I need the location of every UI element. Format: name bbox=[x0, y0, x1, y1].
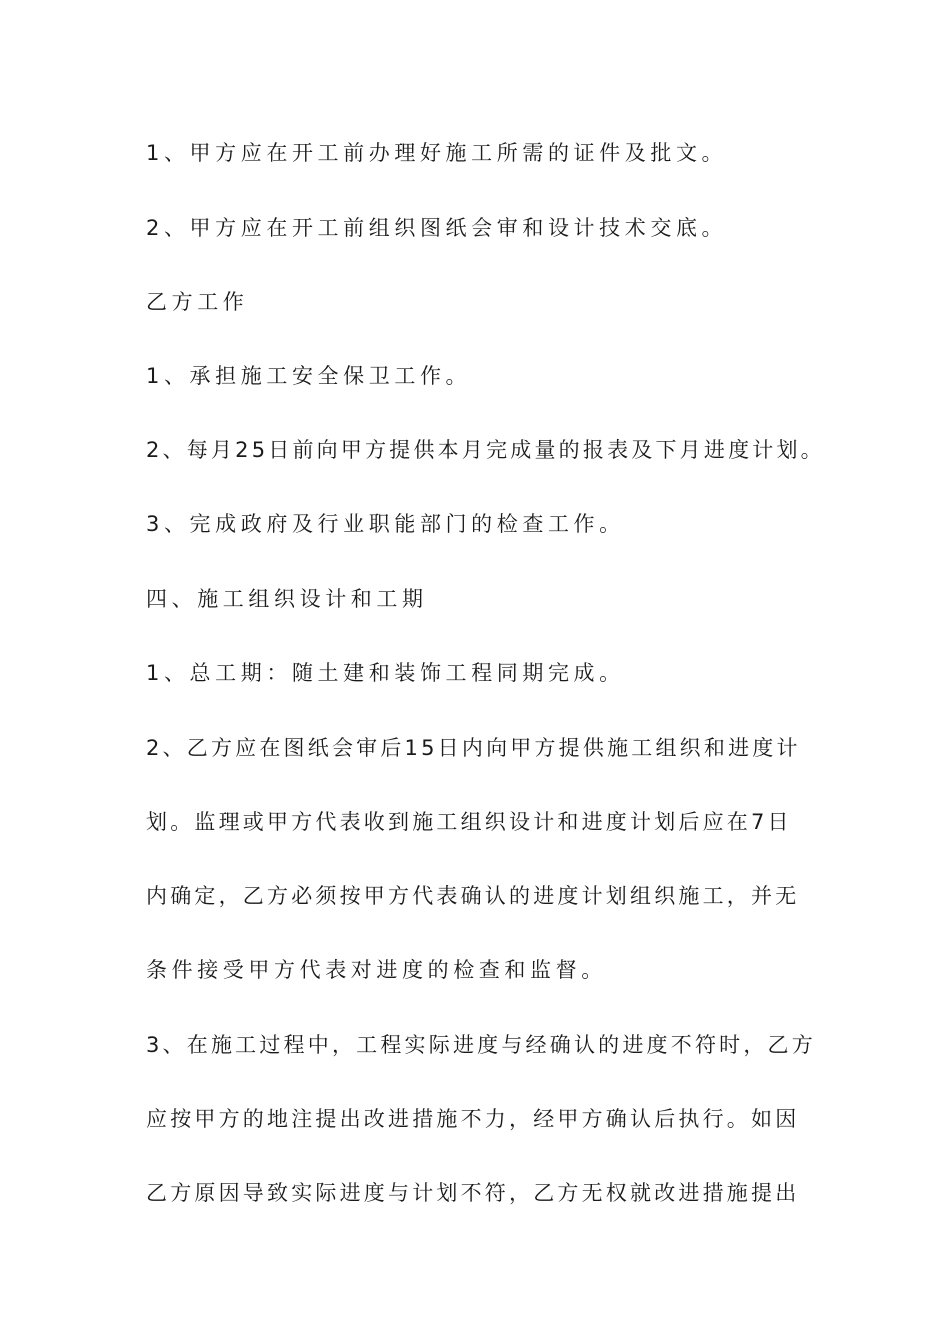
document-line: 条件接受甲方代表对进度的检查和监督。 bbox=[146, 958, 607, 982]
document-line: 3、完成政府及行业职能部门的检查工作。 bbox=[146, 512, 625, 536]
document-line: 2、每月25日前向甲方提供本月完成量的报表及下月进度计划。 bbox=[146, 438, 825, 462]
document-line: 应按甲方的地注提出改进措施不力，经甲方确认后执行。如因 bbox=[146, 1107, 800, 1131]
document-line: 2、乙方应在图纸会审后15日内向甲方提供施工组织和进度计 bbox=[146, 736, 801, 760]
document-line: 3、在施工过程中，工程实际进度与经确认的进度不符时，乙方 bbox=[146, 1033, 816, 1057]
document-line: 1、承担施工安全保卫工作。 bbox=[146, 364, 472, 388]
document-line: 1、总工期：随土建和装饰工程同期完成。 bbox=[146, 661, 625, 685]
document-line: 乙方原因导致实际进度与计划不符，乙方无权就改进措施提出 bbox=[146, 1181, 800, 1205]
section-heading: 四、施工组织设计和工期 bbox=[146, 587, 428, 611]
section-heading: 乙方工作 bbox=[146, 290, 249, 314]
document-line: 划。监理或甲方代表收到施工组织设计和进度计划后应在7日 bbox=[146, 810, 792, 834]
document-line: 2、甲方应在开工前组织图纸会审和设计技术交底。 bbox=[146, 216, 728, 240]
document-line: 内确定，乙方必须按甲方代表确认的进度计划组织施工，并无 bbox=[146, 884, 800, 908]
document-line: 1、甲方应在开工前办理好施工所需的证件及批文。 bbox=[146, 141, 728, 165]
